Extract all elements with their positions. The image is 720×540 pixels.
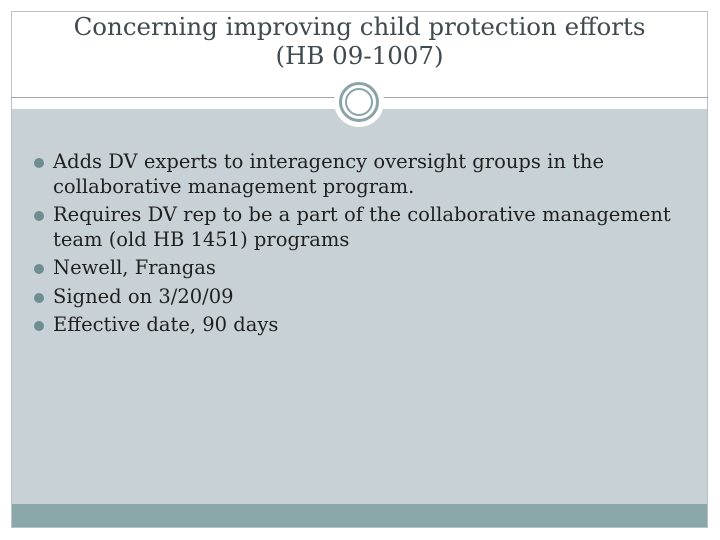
ring-icon (334, 77, 384, 127)
bullet-dot-icon (34, 264, 44, 274)
bullet-dot-icon (34, 293, 44, 303)
list-item (34, 203, 674, 252)
list-item (34, 313, 674, 338)
bullet-dot-icon (34, 158, 44, 168)
bullet-text: Adds DV experts to interagency oversight groups in the collaborative management program. (53, 150, 605, 198)
bullet-dot-icon (34, 211, 44, 221)
list-item (34, 150, 674, 199)
bullet-text: Signed on 3/20/09 (53, 284, 234, 308)
bullet-text: Requires DV rep to be a part of the collaborative management team (old HB 1451) programs (53, 203, 671, 251)
list-item (34, 256, 674, 281)
bullet-dot-icon (34, 321, 44, 331)
title-line-1: Concerning improving child protection efforts (73, 12, 646, 41)
footer-band (12, 504, 707, 527)
bullet-text: Newell, Frangas (53, 256, 216, 279)
bullet-text: Effective date, 90 days (53, 313, 279, 336)
bullet-list (34, 150, 674, 338)
list-item (34, 285, 674, 310)
title-line-2: (HB 09-1007) (275, 41, 444, 70)
